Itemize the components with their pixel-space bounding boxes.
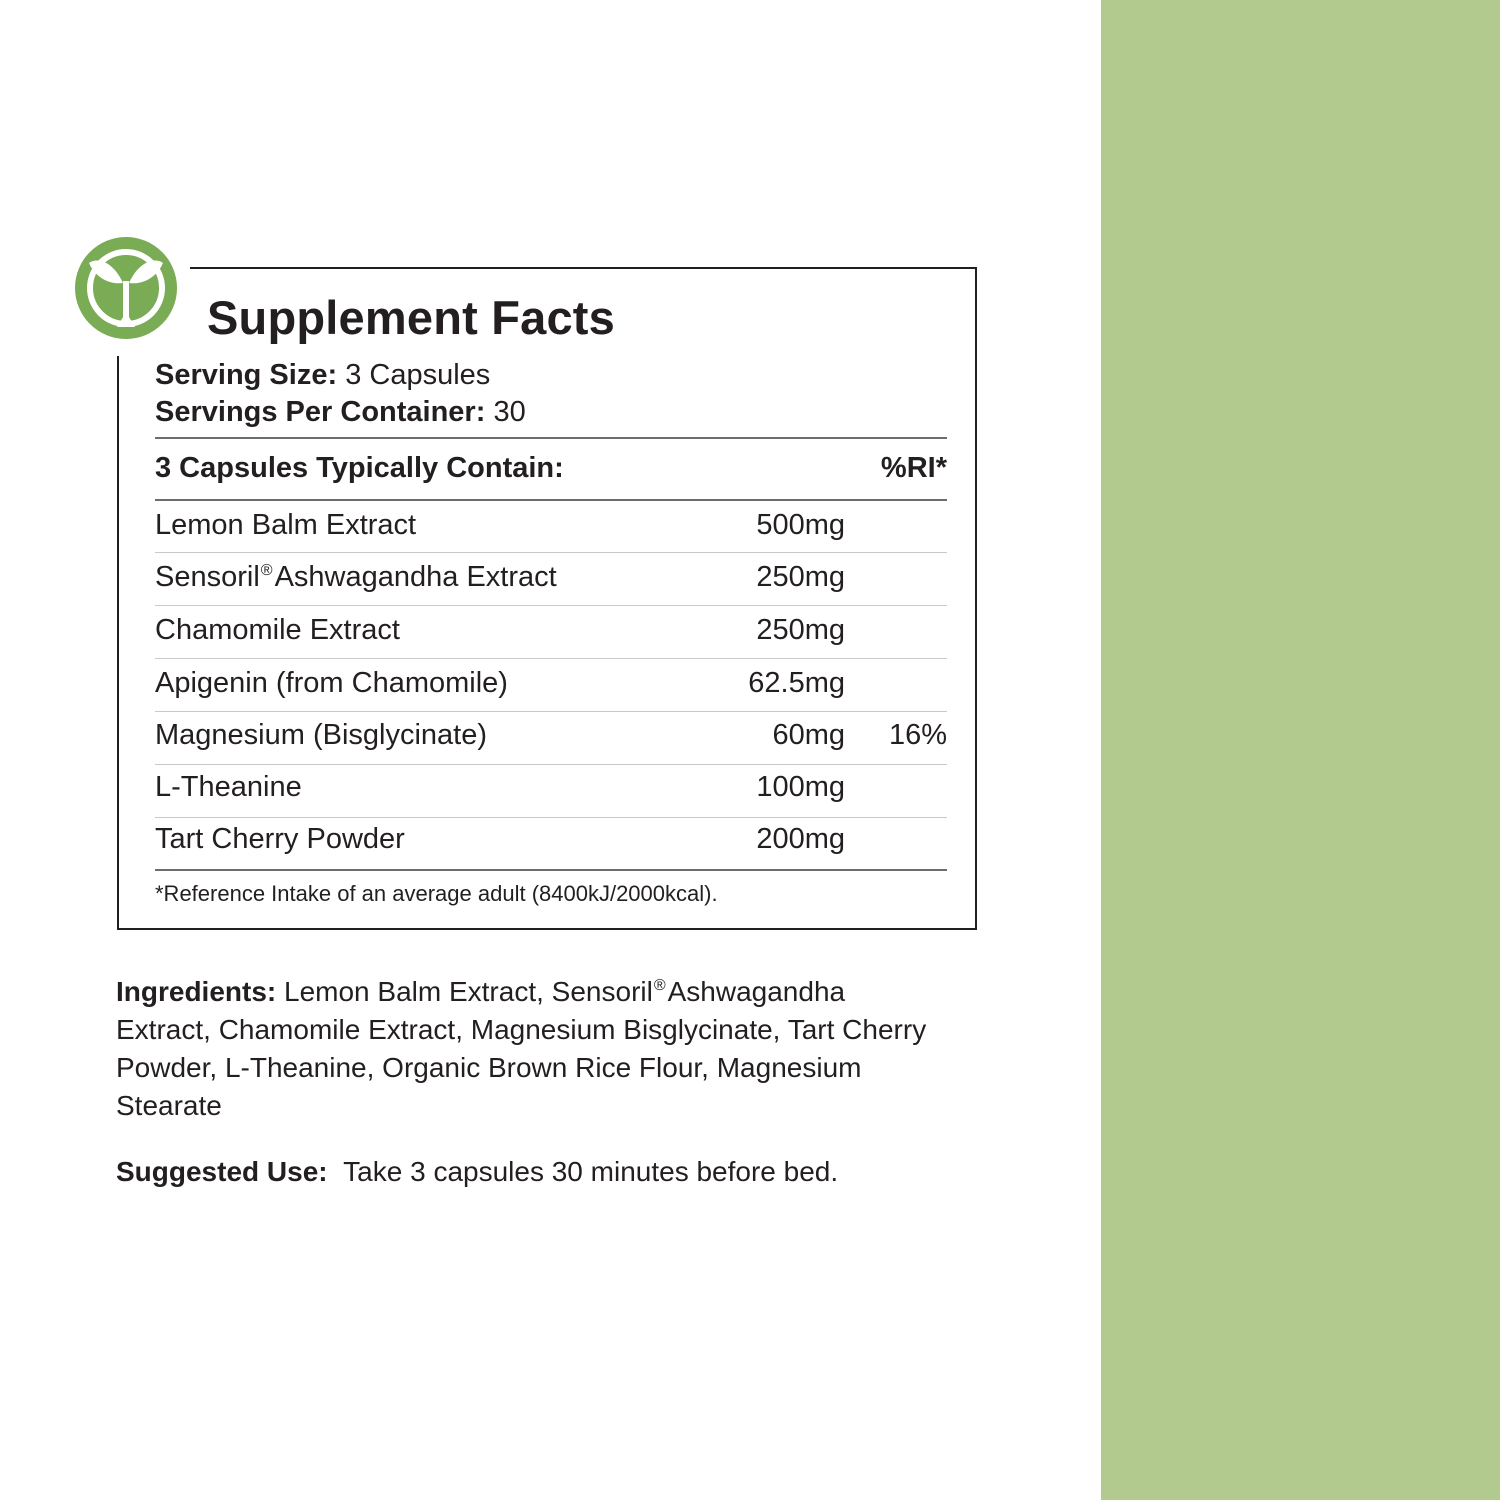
table-row: [155, 711, 947, 763]
table-row: [155, 659, 947, 711]
nutrient-name: Tart Cherry Powder: [155, 823, 405, 855]
serving-size: [155, 357, 490, 393]
nutrient-ri: 16%: [888, 719, 947, 751]
divider: [155, 437, 947, 439]
ingredients-text: [116, 967, 946, 1125]
green-side-panel: [1101, 0, 1500, 1500]
divider: [155, 869, 947, 871]
nutrient-name: Chamomile Extract: [155, 614, 400, 646]
nutrient-name-part: Sensoril: [155, 561, 260, 593]
nutrient-amount: 100mg: [756, 771, 845, 803]
table-row: [155, 815, 947, 867]
nutrient-amount: 62.5mg: [748, 667, 845, 699]
nutrient-name: [155, 561, 557, 594]
reference-intake-footnote: *Reference Intake of an average adult (8400kJ/2000kcal).: [155, 881, 718, 906]
registered-mark: ®: [260, 562, 273, 579]
ingredients-label: Ingredients:: [116, 976, 277, 1007]
suggested-use-label: Suggested Use:: [116, 1156, 328, 1187]
servings-per-container: [155, 394, 526, 430]
suggested-use-text: [116, 1153, 838, 1191]
ri-header: %RI*: [880, 452, 947, 484]
ingredients-part: Lemon Balm Extract, Sensoril: [284, 976, 653, 1007]
seedling-icon: [75, 237, 177, 339]
nutrient-name-part: Ashwagandha Extract: [274, 561, 557, 593]
registered-mark: ®: [653, 977, 666, 994]
nutrient-name: Magnesium (Bisglycinate): [155, 719, 488, 751]
nutrient-amount: 250mg: [756, 614, 845, 646]
nutrient-name: L-Theanine: [155, 771, 302, 803]
serving-size-value: 3 Capsules: [345, 359, 491, 391]
nutrient-name: Lemon Balm Extract: [155, 509, 417, 541]
facts-title: Supplement Facts: [207, 291, 616, 344]
table-row: [155, 606, 947, 658]
table-row: [155, 553, 947, 605]
nutrient-amount: 60mg: [772, 719, 845, 751]
table-header-label: 3 Capsules Typically Contain:: [155, 452, 564, 484]
nutrient-name: Apigenin (from Chamomile): [155, 667, 508, 699]
ingredients-part: Ashwagandha Extract, Chamomile Extract, Magnesium Bisglycinate, Tart Cherry Powder, L-Theanine, Organic Brown Rice Flour, Magnesium Stearate: [116, 976, 927, 1121]
nutrient-amount: 200mg: [756, 823, 845, 855]
servings-per-container-label: Servings Per Container:: [155, 396, 486, 428]
nutrient-amount: 250mg: [756, 561, 845, 593]
suggested-use-value: Take 3 capsules 30 minutes before bed.: [343, 1156, 839, 1187]
serving-size-label: Serving Size:: [155, 359, 338, 391]
table-row: [155, 501, 947, 553]
table-row: [155, 763, 947, 815]
servings-per-container-value: 30: [493, 396, 526, 428]
nutrient-amount: 500mg: [756, 509, 845, 541]
table-header: [155, 452, 947, 494]
